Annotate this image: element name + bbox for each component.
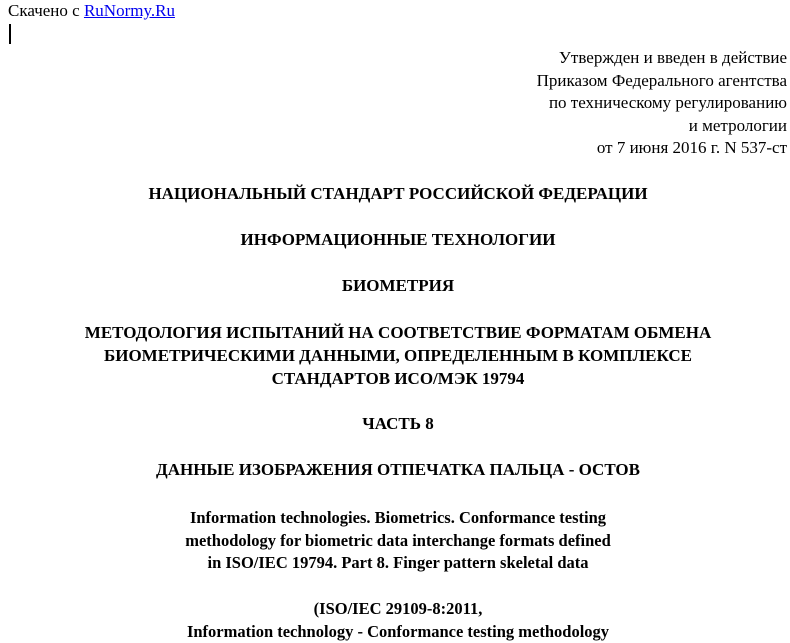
source-line [8, 1, 175, 21]
approval-line: Утвержден и введен в действие [558, 48, 787, 67]
english-title-line: Information technologies. Biometrics. Conformance testing [189, 508, 607, 527]
subtitle-heading: ДАННЫЕ ИЗОБРАЖЕНИЯ ОТПЕЧАТКА ПАЛЬЦА - ОСТОВ [156, 460, 640, 479]
biometrics-heading: БИОМЕТРИЯ [341, 276, 455, 295]
national-standard-heading: НАЦИОНАЛЬНЫЙ СТАНДАРТ РОССИЙСКОЙ ФЕДЕРАЦИИ [148, 184, 648, 203]
source-prefix: Скачено с [8, 1, 84, 20]
english-title-line: in ISO/IEC 19794. Part 8. Finger pattern skeletal data [207, 553, 589, 572]
iso-reference [0, 597, 790, 643]
iso-reference-line: (ISO/IEC 29109-8:2011, [313, 599, 483, 618]
approval-line: от 7 июня 2016 г. N 537-ст [596, 138, 787, 158]
methodology-heading [0, 321, 790, 390]
information-technologies-heading: ИНФОРМАЦИОННЫЕ ТЕХНОЛОГИИ [240, 230, 556, 249]
part-heading: ЧАСТЬ 8 [362, 414, 434, 433]
iso-reference-line: Information technology - Conformance testing methodology [186, 622, 610, 641]
text-cursor [9, 24, 11, 44]
approval-line: и метрологии [688, 115, 787, 135]
methodology-line: БИОМЕТРИЧЕСКИМИ ДАННЫМИ, ОПРЕДЕЛЕННЫМ В КОМПЛЕКСЕ [104, 346, 692, 365]
approval-line: Приказом Федерального агентства [536, 70, 787, 90]
methodology-line: МЕТОДОЛОГИЯ ИСПЫТАНИЙ НА СООТВЕТСТВИЕ ФОРМАТАМ ОБМЕНА [84, 323, 712, 342]
source-link[interactable]: RuNormy.Ru [83, 1, 175, 20]
approval-line: по техническому регулированию [548, 93, 787, 113]
english-title [0, 507, 790, 575]
english-title-line: methodology for biometric data interchange formats defined [185, 530, 611, 550]
methodology-line: СТАНДАРТОВ ИСО/МЭК 19794 [271, 369, 525, 388]
approval-block [537, 47, 787, 160]
